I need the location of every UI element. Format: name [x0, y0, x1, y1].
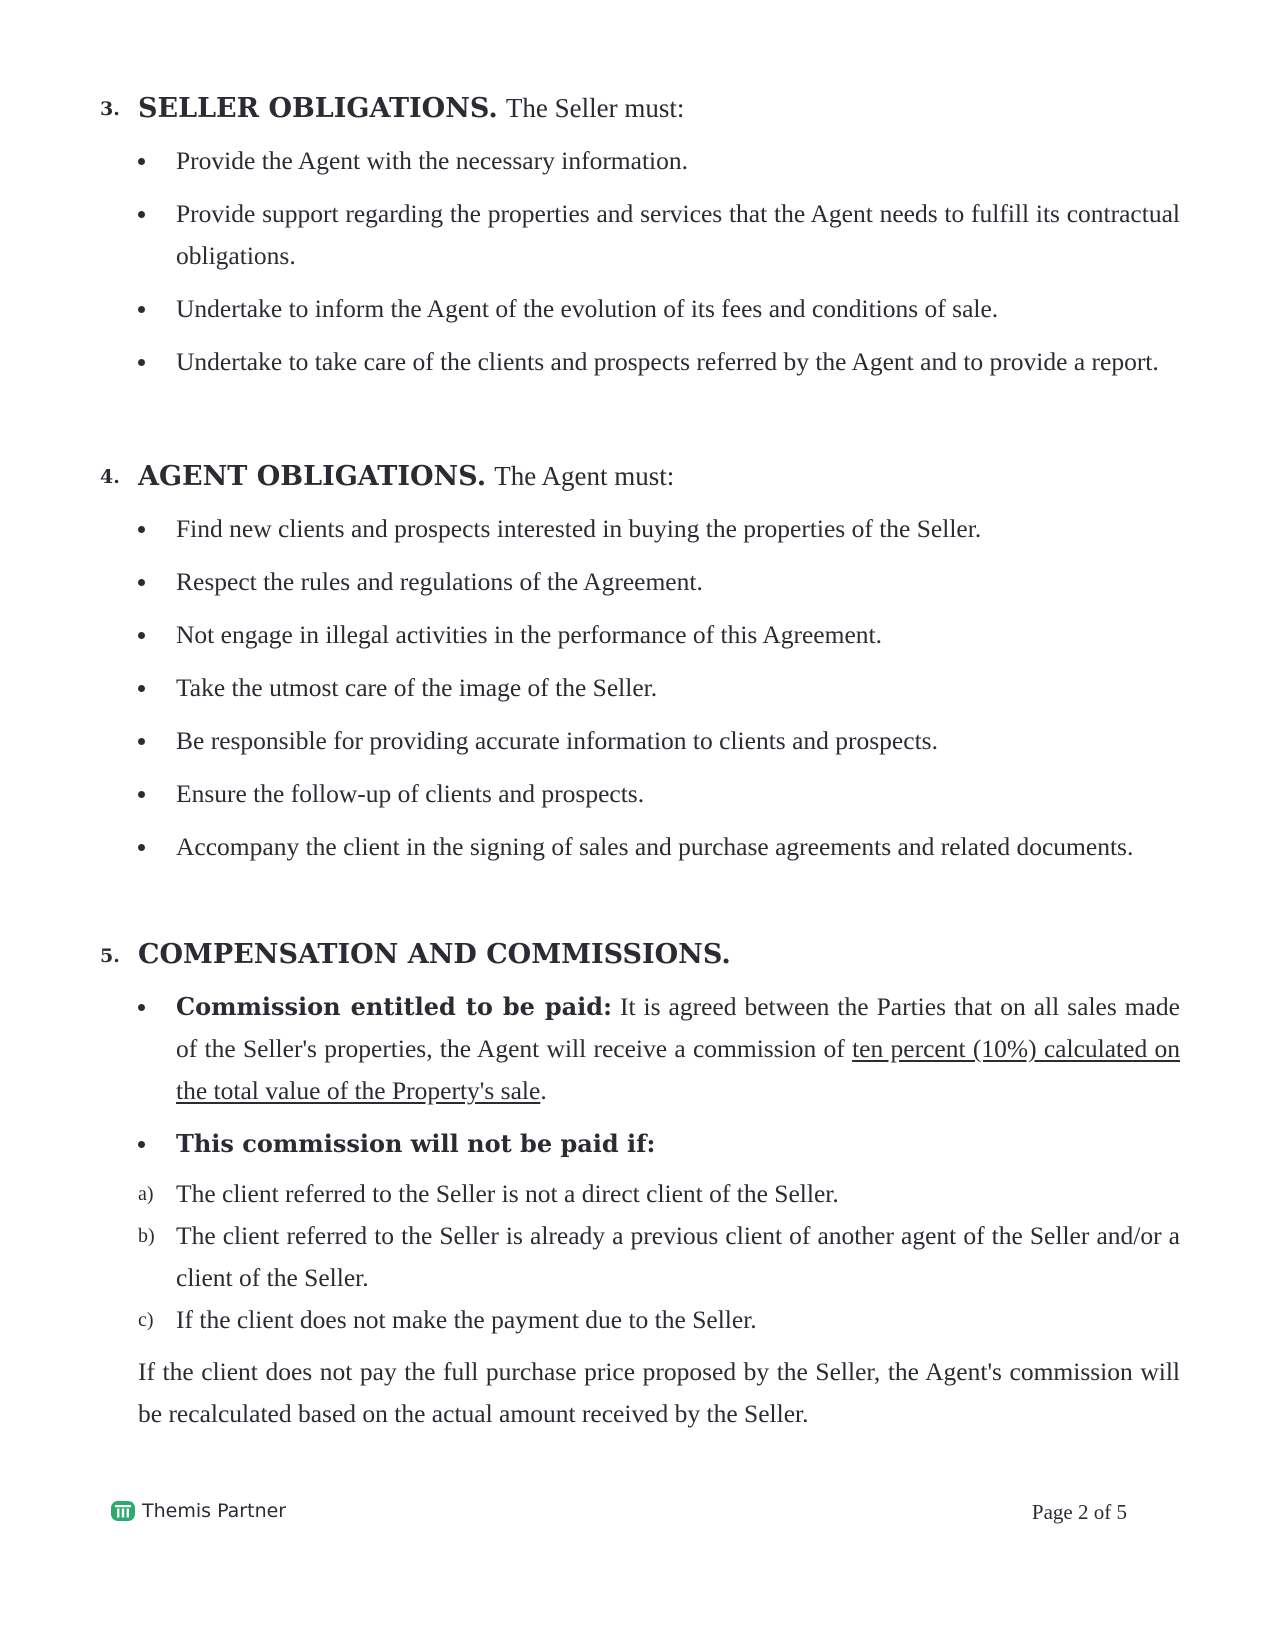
bullet-icon [138, 579, 145, 586]
bullet-icon [138, 844, 145, 851]
list-item: Accompany the client in the signing of sales and purchase agreements and related documents. [100, 826, 1180, 868]
list-item: Be responsible for providing accurate information to clients and prospects. [100, 720, 1180, 762]
bullet-icon [138, 738, 145, 745]
list-item: Undertake to inform the Agent of the evolution of its fees and conditions of sale. [100, 288, 1180, 330]
list-item: Find new clients and prospects interested in buying the properties of the Seller. [100, 508, 1180, 550]
section-title: AGENT OBLIGATIONS. [138, 461, 487, 492]
bullet-list [100, 986, 1180, 1165]
section-heading [100, 935, 1180, 975]
themis-pillar-logo-icon [110, 1500, 136, 1522]
page-number: Page 2 of 5 [1031, 1500, 1127, 1524]
bullet-icon [138, 158, 145, 165]
list-item: Not engage in illegal activities in the performance of this Agreement. [100, 614, 1180, 656]
bullet-list [100, 508, 1180, 868]
list-item-commission: Commission entitled to be paid: It is agreed between the Parties that on all sales made of the Seller's properties, the Agent will receive a commission of ten percent (10%) calculated on the total value of the Property's sale. [100, 986, 1180, 1112]
page-footer [110, 1500, 1127, 1530]
bullet-icon [138, 211, 145, 218]
bullet-icon [138, 306, 145, 313]
bullet-list [100, 140, 1180, 383]
bullet-icon [138, 632, 145, 639]
section-seller-obligations [100, 88, 1180, 383]
section-intro: The Seller must: [505, 93, 685, 123]
commission-rate: ten percent (10%) calculated on the total value of the Property's sale [176, 1034, 1180, 1105]
condition-item: a) The client referred to the Seller is not a direct client of the Seller. [100, 1173, 1180, 1215]
section-number: 5. [100, 945, 120, 967]
list-item: Take the utmost care of the image of the Seller. [100, 667, 1180, 709]
list-item: Provide support regarding the properties and services that the Agent needs to fulfill its contractual obligations. [100, 193, 1180, 277]
section-number: 3. [100, 98, 120, 120]
list-item: Undertake to take care of the clients and prospects referred by the Agent and to provide a report. [100, 341, 1180, 383]
condition-mark: c) [138, 1309, 154, 1331]
condition-mark: b) [138, 1225, 155, 1247]
brand-name: Themis Partner [142, 1500, 287, 1522]
brand [110, 1500, 286, 1522]
commission-text: It is agreed between the Parties that on all sales made of the Seller's properties, the Agent will receive a commission of [176, 992, 1180, 1063]
section-title: SELLER OBLIGATIONS. [138, 93, 498, 124]
closing-paragraph: If the client does not pay the full purchase price proposed by the Seller, the Agent's commission will be recalculated based on the actual amount received by the Seller. [138, 1357, 1180, 1428]
section-compensation [100, 935, 1180, 1435]
bullet-icon [138, 685, 145, 692]
bullet-icon [138, 1004, 145, 1011]
bullet-icon [138, 1141, 145, 1148]
bullet-icon [138, 791, 145, 798]
section-agent-obligations [100, 456, 1180, 868]
bullet-icon [138, 359, 145, 366]
condition-item: c) If the client does not make the payment due to the Seller. [100, 1299, 1180, 1341]
list-item: Provide the Agent with the necessary information. [100, 140, 1180, 182]
section-intro: The Agent must: [494, 461, 675, 491]
not-paid-lead: This commission will not be paid if: [176, 1129, 656, 1158]
section-title: COMPENSATION AND COMMISSIONS. [138, 939, 731, 970]
condition-item: b) The client referred to the Seller is already a previous client of another agent of the Seller and/or a client of the Seller. [100, 1215, 1180, 1299]
bullet-icon [138, 526, 145, 533]
section-number: 4. [100, 466, 120, 488]
commission-lead: Commission entitled to be paid: [176, 992, 612, 1021]
conditions-list [100, 1173, 1180, 1341]
section-heading [100, 456, 1180, 497]
list-item-not-paid [100, 1123, 1180, 1165]
condition-mark: a) [138, 1183, 154, 1205]
list-item: Ensure the follow-up of clients and prospects. [100, 773, 1180, 815]
section-heading [100, 88, 1180, 129]
list-item: Respect the rules and regulations of the Agreement. [100, 561, 1180, 603]
